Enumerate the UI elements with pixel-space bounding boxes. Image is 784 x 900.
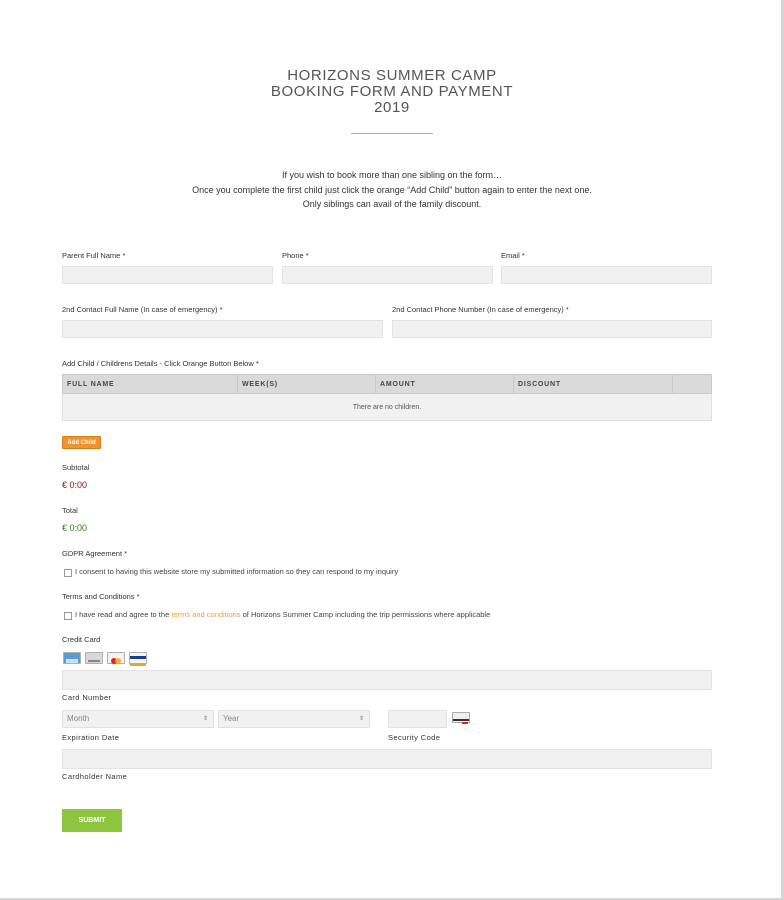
- cardholder-name-label: Cardholder Name: [62, 772, 128, 781]
- card-number-label: Card Number: [62, 693, 112, 702]
- email-label: Email *: [501, 251, 525, 260]
- intro-line-2: Once you complete the first child just click the orange “Add Child” button again to enter the next one.: [192, 184, 592, 195]
- select-arrows-icon: ⇕: [202, 716, 208, 722]
- children-table: [62, 374, 712, 421]
- contact2-phone-input[interactable]: [392, 320, 712, 338]
- phone-input[interactable]: [282, 266, 493, 284]
- children-table-header: [63, 375, 712, 394]
- year-select[interactable]: [218, 710, 370, 728]
- gdpr-checkbox[interactable]: [64, 569, 72, 577]
- title-line-3: 2019: [374, 99, 410, 116]
- gdpr-label: GDPR Agreement *: [62, 549, 128, 558]
- total-value: € 0:00: [62, 523, 88, 533]
- email-input[interactable]: [501, 266, 712, 284]
- cardholder-name-input[interactable]: [62, 749, 712, 769]
- parent-name-label: Parent Full Name *: [62, 251, 126, 260]
- contact2-phone-label: 2nd Contact Phone Number (In case of emergency) *: [392, 305, 569, 314]
- contact2-name-input[interactable]: [62, 320, 383, 338]
- parent-name-input[interactable]: [62, 266, 273, 284]
- intro-text: [0, 168, 784, 212]
- col-full-name: FULL NAME: [63, 375, 238, 394]
- intro-line-1: If you wish to book more than one sibling on the form…: [281, 170, 503, 180]
- select-arrows-icon: ⇕: [358, 716, 364, 722]
- title-line-1: HORIZONS SUMMER CAMP: [287, 67, 497, 84]
- page-title: [0, 68, 784, 134]
- submit-button[interactable]: SUBMIT: [62, 809, 122, 832]
- terms-text-after: of Horizons Summer Camp including the trip permissions where applicable: [242, 610, 491, 619]
- gdpr-text: I consent to having this website store my submitted information so they can respond to my inquiry: [75, 567, 399, 576]
- table-row: [63, 394, 712, 421]
- col-actions: [673, 375, 712, 394]
- visa-card-icon: [129, 652, 147, 664]
- col-weeks: WEEK(S): [238, 375, 376, 394]
- discover-card-icon: [85, 652, 103, 664]
- terms-checkbox[interactable]: [64, 612, 72, 620]
- empty-message: There are no children.: [63, 394, 712, 421]
- terms-text: [75, 610, 490, 619]
- terms-label: Terms and Conditions *: [62, 592, 140, 601]
- add-child-button[interactable]: Add Child: [62, 436, 101, 449]
- credit-card-label: Credit Card: [62, 635, 101, 644]
- contact2-name-label: 2nd Contact Full Name (In case of emergency) *: [62, 305, 223, 314]
- title-line-2: BOOKING FORM AND PAYMENT: [270, 83, 514, 100]
- children-label: Add Child / Childrens Details - Click Orange Button Below *: [62, 359, 259, 368]
- phone-label: Phone *: [282, 251, 309, 260]
- total-label: Total: [62, 506, 78, 515]
- month-select[interactable]: [62, 710, 214, 728]
- terms-link[interactable]: terms and conditions: [171, 610, 241, 619]
- amex-card-icon: [63, 652, 81, 664]
- month-select-value: Month: [67, 714, 90, 723]
- card-number-input[interactable]: [62, 670, 712, 690]
- col-discount: DISCOUNT: [514, 375, 673, 394]
- subtotal-label: Subtotal: [62, 463, 90, 472]
- intro-line-3: Only siblings can avail of the family discount.: [302, 199, 482, 209]
- security-code-label: Security Code: [388, 733, 441, 742]
- expiration-label: Expiration Date: [62, 733, 120, 742]
- security-code-input[interactable]: [388, 710, 447, 728]
- title-divider: [351, 133, 433, 134]
- col-amount: AMOUNT: [376, 375, 514, 394]
- year-select-value: Year: [223, 714, 240, 723]
- mastercard-icon: [107, 652, 125, 664]
- terms-text-before: I have read and agree to the: [75, 610, 170, 619]
- subtotal-value: € 0:00: [62, 480, 88, 490]
- cvv-card-icon: [452, 712, 470, 723]
